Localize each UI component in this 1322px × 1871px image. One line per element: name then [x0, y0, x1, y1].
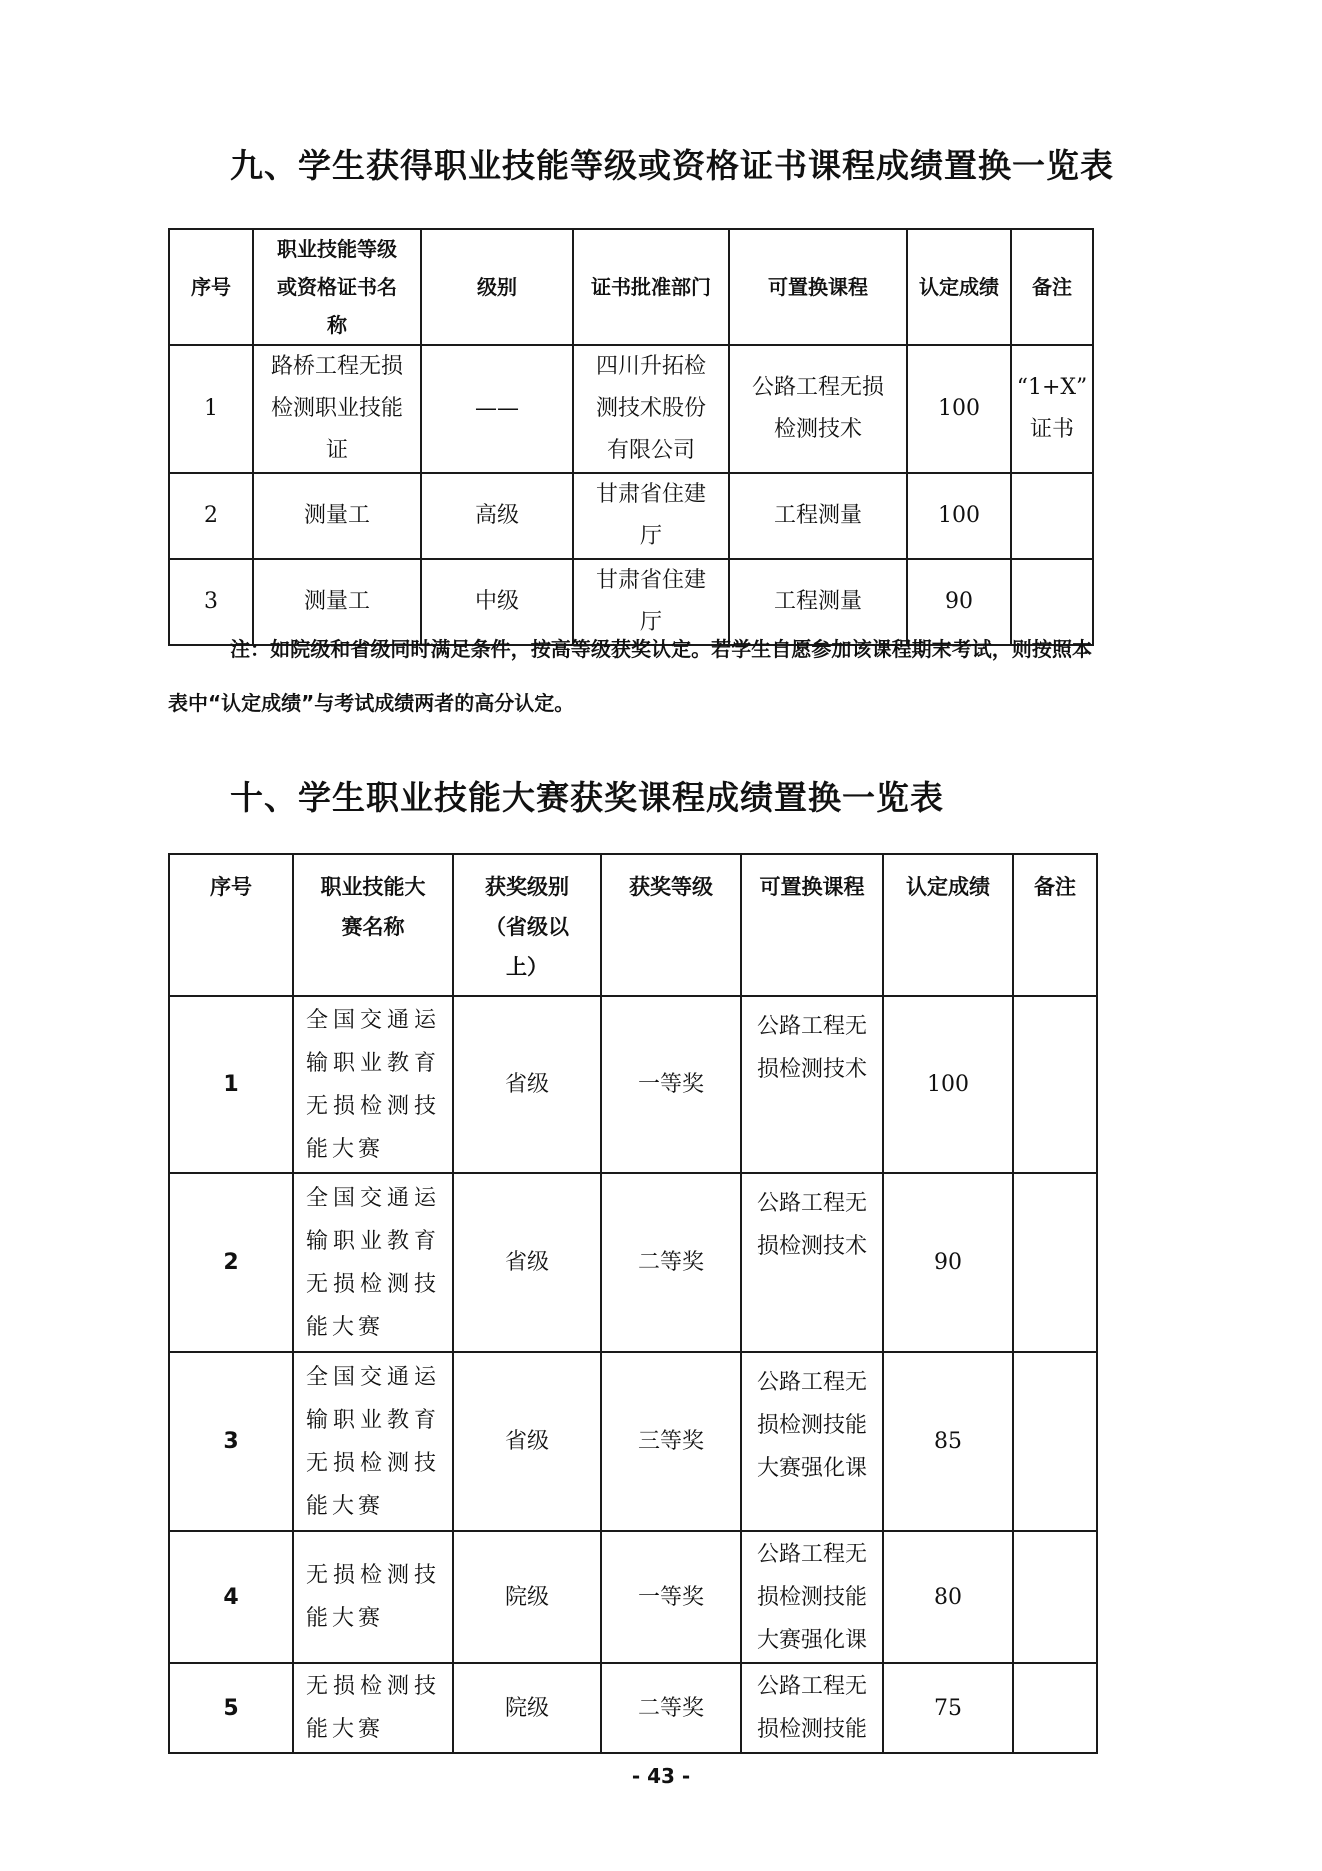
section9-note: 注：如院级和省级同时满足条件，按高等级获奖认定。若学生自愿参加该课程期末考试，则按照本表中“认定成绩”与考试成绩两者的高分认定。: [168, 637, 1092, 715]
cell-cert-name: 测量工: [253, 473, 421, 559]
cell-grade: 三等奖: [601, 1352, 741, 1531]
table-header-row: [169, 229, 1093, 345]
table-row: [169, 1531, 1097, 1663]
cell-level: ——: [421, 345, 573, 473]
cell-grade: 二等奖: [601, 1663, 741, 1753]
cell-seq: 5: [169, 1663, 293, 1753]
cell-remark: [1013, 1352, 1097, 1531]
header-level: 级别: [421, 229, 573, 345]
cell-course: 公路工程无 损检测技术: [741, 1173, 883, 1352]
header-cert-name: 职业技能等级或资格证书名称: [253, 229, 421, 345]
cell-dept: 甘肃省住建 厅: [573, 473, 729, 559]
cell-course: 公路工程无 损检测技术: [741, 996, 883, 1173]
cell-score: 75: [883, 1663, 1013, 1753]
table-row: [169, 473, 1093, 559]
cell-award-level: 院级: [453, 1663, 601, 1753]
cell-award-level: 省级: [453, 1173, 601, 1352]
cell-grade: 二等奖: [601, 1173, 741, 1352]
cell-competition-name: 全国交通运 输职业教育 无损检测技 能大赛: [293, 996, 453, 1173]
header-award-level: 获奖级别 （省级以 上）: [453, 854, 601, 996]
table-row: [169, 345, 1093, 473]
cell-score: 90: [883, 1173, 1013, 1352]
header-competition-name: 职业技能大 赛名称: [293, 854, 453, 996]
certificate-table: [168, 228, 1094, 646]
header-seq: 序号: [169, 229, 253, 345]
cell-seq: 1: [169, 345, 253, 473]
cell-seq: 2: [169, 1173, 293, 1352]
cell-course: 公路工程无 损检测技能 大赛强化课: [741, 1531, 883, 1663]
cell-remark: [1013, 1663, 1097, 1753]
cell-award-level: 院级: [453, 1531, 601, 1663]
cell-course: 公路工程无损 检测技术: [729, 345, 907, 473]
page-number: - 43 -: [631, 1764, 691, 1788]
cell-seq: 4: [169, 1531, 293, 1663]
competition-table: [168, 853, 1098, 1754]
header-remark: 备注: [1011, 229, 1093, 345]
header-course: 可置换课程: [729, 229, 907, 345]
cell-score: 80: [883, 1531, 1013, 1663]
header-remark: 备注: [1013, 854, 1097, 996]
cell-score: 100: [883, 996, 1013, 1173]
cell-level: 中级: [421, 559, 573, 645]
header-grade: 获奖等级: [601, 854, 741, 996]
cell-competition-name: 无损检测技 能大赛: [293, 1531, 453, 1663]
cell-dept: 甘肃省住建 厅: [573, 559, 729, 645]
table-row: [169, 1663, 1097, 1753]
cell-course: 公路工程无 损检测技能: [741, 1663, 883, 1753]
header-score: 认定成绩: [907, 229, 1011, 345]
cell-grade: 一等奖: [601, 1531, 741, 1663]
header-dept: 证书批准部门: [573, 229, 729, 345]
cell-remark: [1013, 1173, 1097, 1352]
cell-seq: 2: [169, 473, 253, 559]
cell-cert-name: 路桥工程无损 检测职业技能 证: [253, 345, 421, 473]
table-row: [169, 996, 1097, 1173]
cell-course: 工程测量: [729, 473, 907, 559]
cell-score: 85: [883, 1352, 1013, 1531]
table-row: [169, 1173, 1097, 1352]
cell-course: 公路工程无 损检测技能 大赛强化课: [741, 1352, 883, 1531]
cell-seq: 3: [169, 559, 253, 645]
cell-seq: 1: [169, 996, 293, 1173]
cell-course: 工程测量: [729, 559, 907, 645]
table-header-row: [169, 854, 1097, 996]
cell-cert-name: 测量工: [253, 559, 421, 645]
header-seq: 序号: [169, 854, 293, 996]
cell-dept: 四川升拓检 测技术股份 有限公司: [573, 345, 729, 473]
header-score: 认定成绩: [883, 854, 1013, 996]
cell-grade: 一等奖: [601, 996, 741, 1173]
cell-competition-name: 全国交通运 输职业教育 无损检测技 能大赛: [293, 1352, 453, 1531]
header-course: 可置换课程: [741, 854, 883, 996]
cell-level: 高级: [421, 473, 573, 559]
cell-competition-name: 全国交通运 输职业教育 无损检测技 能大赛: [293, 1173, 453, 1352]
cell-remark: [1011, 473, 1093, 559]
cell-seq: 3: [169, 1352, 293, 1531]
cell-remark: “1+X” 证书: [1011, 345, 1093, 473]
cell-competition-name: 无损检测技 能大赛: [293, 1663, 453, 1753]
cell-score: 100: [907, 345, 1011, 473]
cell-award-level: 省级: [453, 996, 601, 1173]
cell-remark: [1013, 996, 1097, 1173]
section9-title: 九、学生获得职业技能等级或资格证书课程成绩置换一览表: [230, 146, 1114, 185]
cell-award-level: 省级: [453, 1352, 601, 1531]
cell-remark: [1013, 1531, 1097, 1663]
table-row: [169, 1352, 1097, 1531]
cell-score: 90: [907, 559, 1011, 645]
section10-title: 十、学生职业技能大赛获奖课程成绩置换一览表: [230, 778, 944, 817]
cell-score: 100: [907, 473, 1011, 559]
